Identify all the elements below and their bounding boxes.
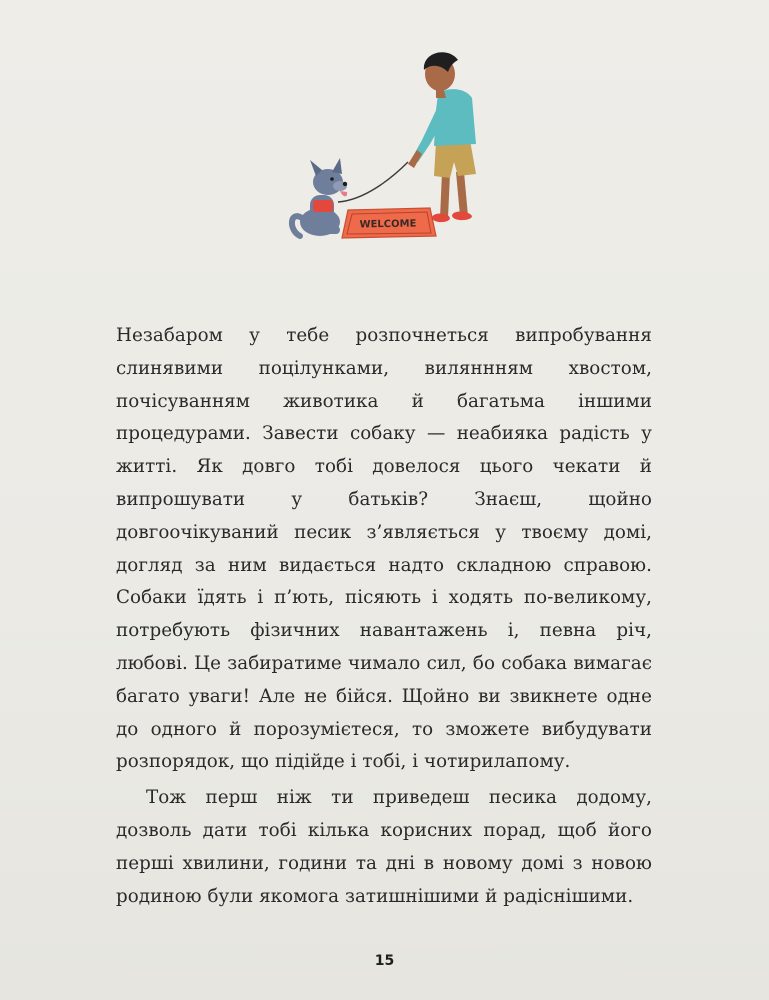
- boy-icon: [408, 52, 476, 222]
- paragraph-2: Тож перш ніж ти приведеш песика додому, дозволь дати тобі кілька корисних порад, щоб його перші хвилини, години та дні в новому домі з новою родиною були якомога затишнішими й радіснішими.: [116, 787, 652, 907]
- paragraph-1: Незабаром у тебе розпочнеться випробування слинявими поцілунками, виляннням хвостом, почісуванням животика й багатьма іншими процедурами. Завести собаку — неабияка радість у житті. Як довго тобі довелося цього чекати й випрошувати у батьків? Знаєш, щойно довгоочікуваний песик з’являється у твоєму домі, догляд за ним видається надто складною справою. Собаки їдять і п’ють, пісяють і ходять по-великому, потребують фізичних навантажень і, певна річ, любові. Це забиратиме чимало сил, бо собака вимагає багато уваги! Але не бійся. Щойно ви звикнете одне до одного й порозумієтеся, то зможете вибудувати розпорядок, що підійде і тобі, і чотирилапому.: [116, 325, 652, 773]
- page-number: 15: [374, 953, 395, 969]
- boy-walking-dog-illustration: [280, 40, 500, 250]
- dog-icon: [292, 158, 347, 236]
- leash: [338, 162, 408, 202]
- welcome-mat: [342, 208, 436, 238]
- welcome-mat-text: WELCOME: [359, 218, 417, 231]
- body-text: [116, 320, 652, 913]
